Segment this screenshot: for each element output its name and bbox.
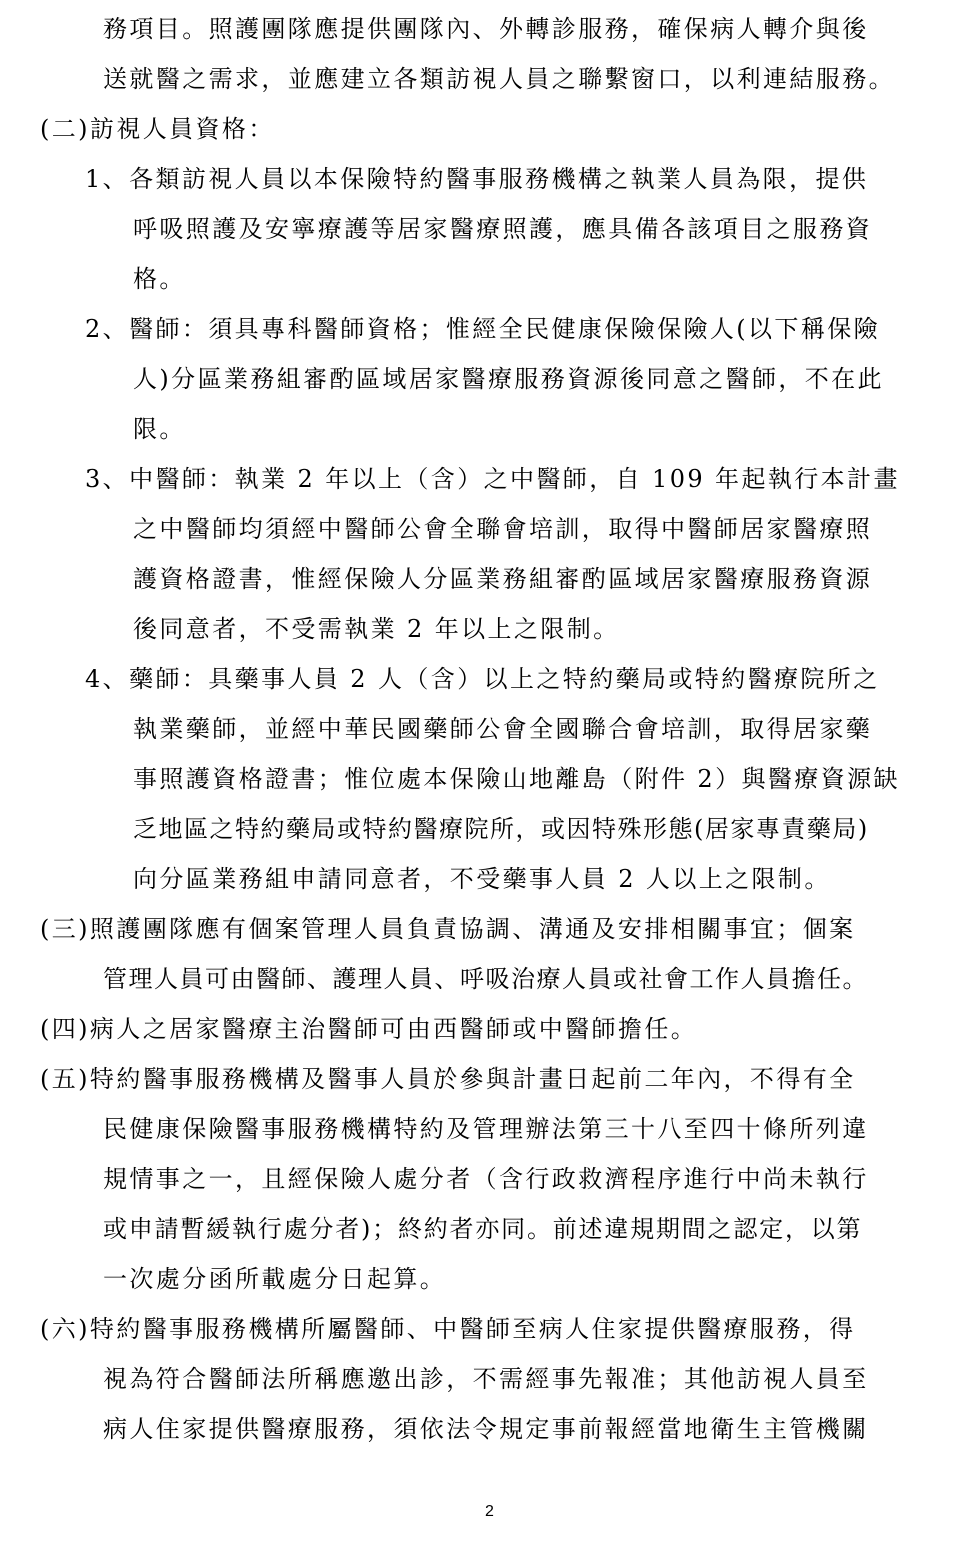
- text-line: 執業藥師，並經中華民國藥師公會全國聯合會培訓，取得居家藥: [133, 715, 873, 743]
- section-heading: (五)特約醫事服務機構及醫事人員於參與計畫日起前二年內，不得有全: [40, 1065, 856, 1093]
- text-line: 視為符合醫師法所稱應邀出診，不需經事先報准；其他訪視人員至: [103, 1365, 869, 1393]
- text-line: 格。: [133, 265, 186, 293]
- section-heading: (六)特約醫事服務機構所屬醫師、中醫師至病人住家提供醫療服務，得: [40, 1315, 856, 1343]
- text-line: 事照護資格證書；惟位處本保險山地離島（附件 2）與醫療資源缺: [133, 765, 900, 793]
- text-line: 呼吸照護及安寧療護等居家醫療照護，應具備各該項目之服務資: [133, 215, 873, 243]
- text-line: 3、中醫師：執業 2 年以上（含）之中醫師，自 109 年起執行本計畫: [85, 465, 900, 493]
- text-line: 或申請暫緩執行處分者)；終約者亦同。前述違規期間之認定，以第: [103, 1215, 863, 1243]
- text-line: 向分區業務組申請同意者，不受藥事人員 2 人以上之限制。: [133, 865, 831, 893]
- text-line: 規情事之一，且經保險人處分者（含行政救濟程序進行中尚未執行: [103, 1165, 869, 1193]
- text-line: 護資格證書，惟經保險人分區業務組審酌區域居家醫療服務資源: [133, 565, 873, 593]
- text-line: 後同意者，不受需執業 2 年以上之限制。: [133, 615, 620, 643]
- text-line: 民健康保險醫事服務機構特約及管理辦法第三十八至四十條所列違: [103, 1115, 869, 1143]
- text-line: 一次處分函所載處分日起算。: [103, 1265, 447, 1293]
- section-heading: (三)照護團隊應有個案管理人員負責協調、溝通及安排相關事宜；個案: [40, 915, 856, 943]
- text-line: 之中醫師均須經中醫師公會全聯會培訓，取得中醫師居家醫療照: [133, 515, 873, 543]
- page-number: 2: [485, 1503, 494, 1520]
- text-line: 送就醫之需求，並應建立各類訪視人員之聯繫窗口，以利連結服務。: [103, 65, 895, 93]
- section-heading: (二)訪視人員資格：: [40, 115, 275, 143]
- text-line: 2、醫師：須具專科醫師資格；惟經全民健康保險保險人(以下稱保險: [85, 315, 881, 343]
- section-heading: (四)病人之居家醫療主治醫師可由西醫師或中醫師擔任。: [40, 1015, 698, 1043]
- text-line: 限。: [133, 415, 186, 443]
- text-line: 管理人員可由醫師、護理人員、呼吸治療人員或社會工作人員擔任。: [103, 965, 868, 993]
- text-line: 人)分區業務組審酌區域居家醫療服務資源後同意之醫師，不在此: [133, 365, 884, 393]
- text-line: 4、藥師：具藥事人員 2 人（含）以上之特約藥局或特約醫療院所之: [85, 665, 880, 693]
- text-line: 病人住家提供醫療服務，須依法令規定事前報經當地衛生主管機關: [103, 1415, 869, 1443]
- text-line: 務項目。照護團隊應提供團隊內、外轉診服務，確保病人轉介與後: [103, 15, 869, 43]
- text-line: 乏地區之特約藥局或特約醫療院所，或因特殊形態(居家專責藥局): [133, 815, 869, 843]
- text-line: 1、各類訪視人員以本保險特約醫事服務機構之執業人員為限，提供: [85, 165, 869, 193]
